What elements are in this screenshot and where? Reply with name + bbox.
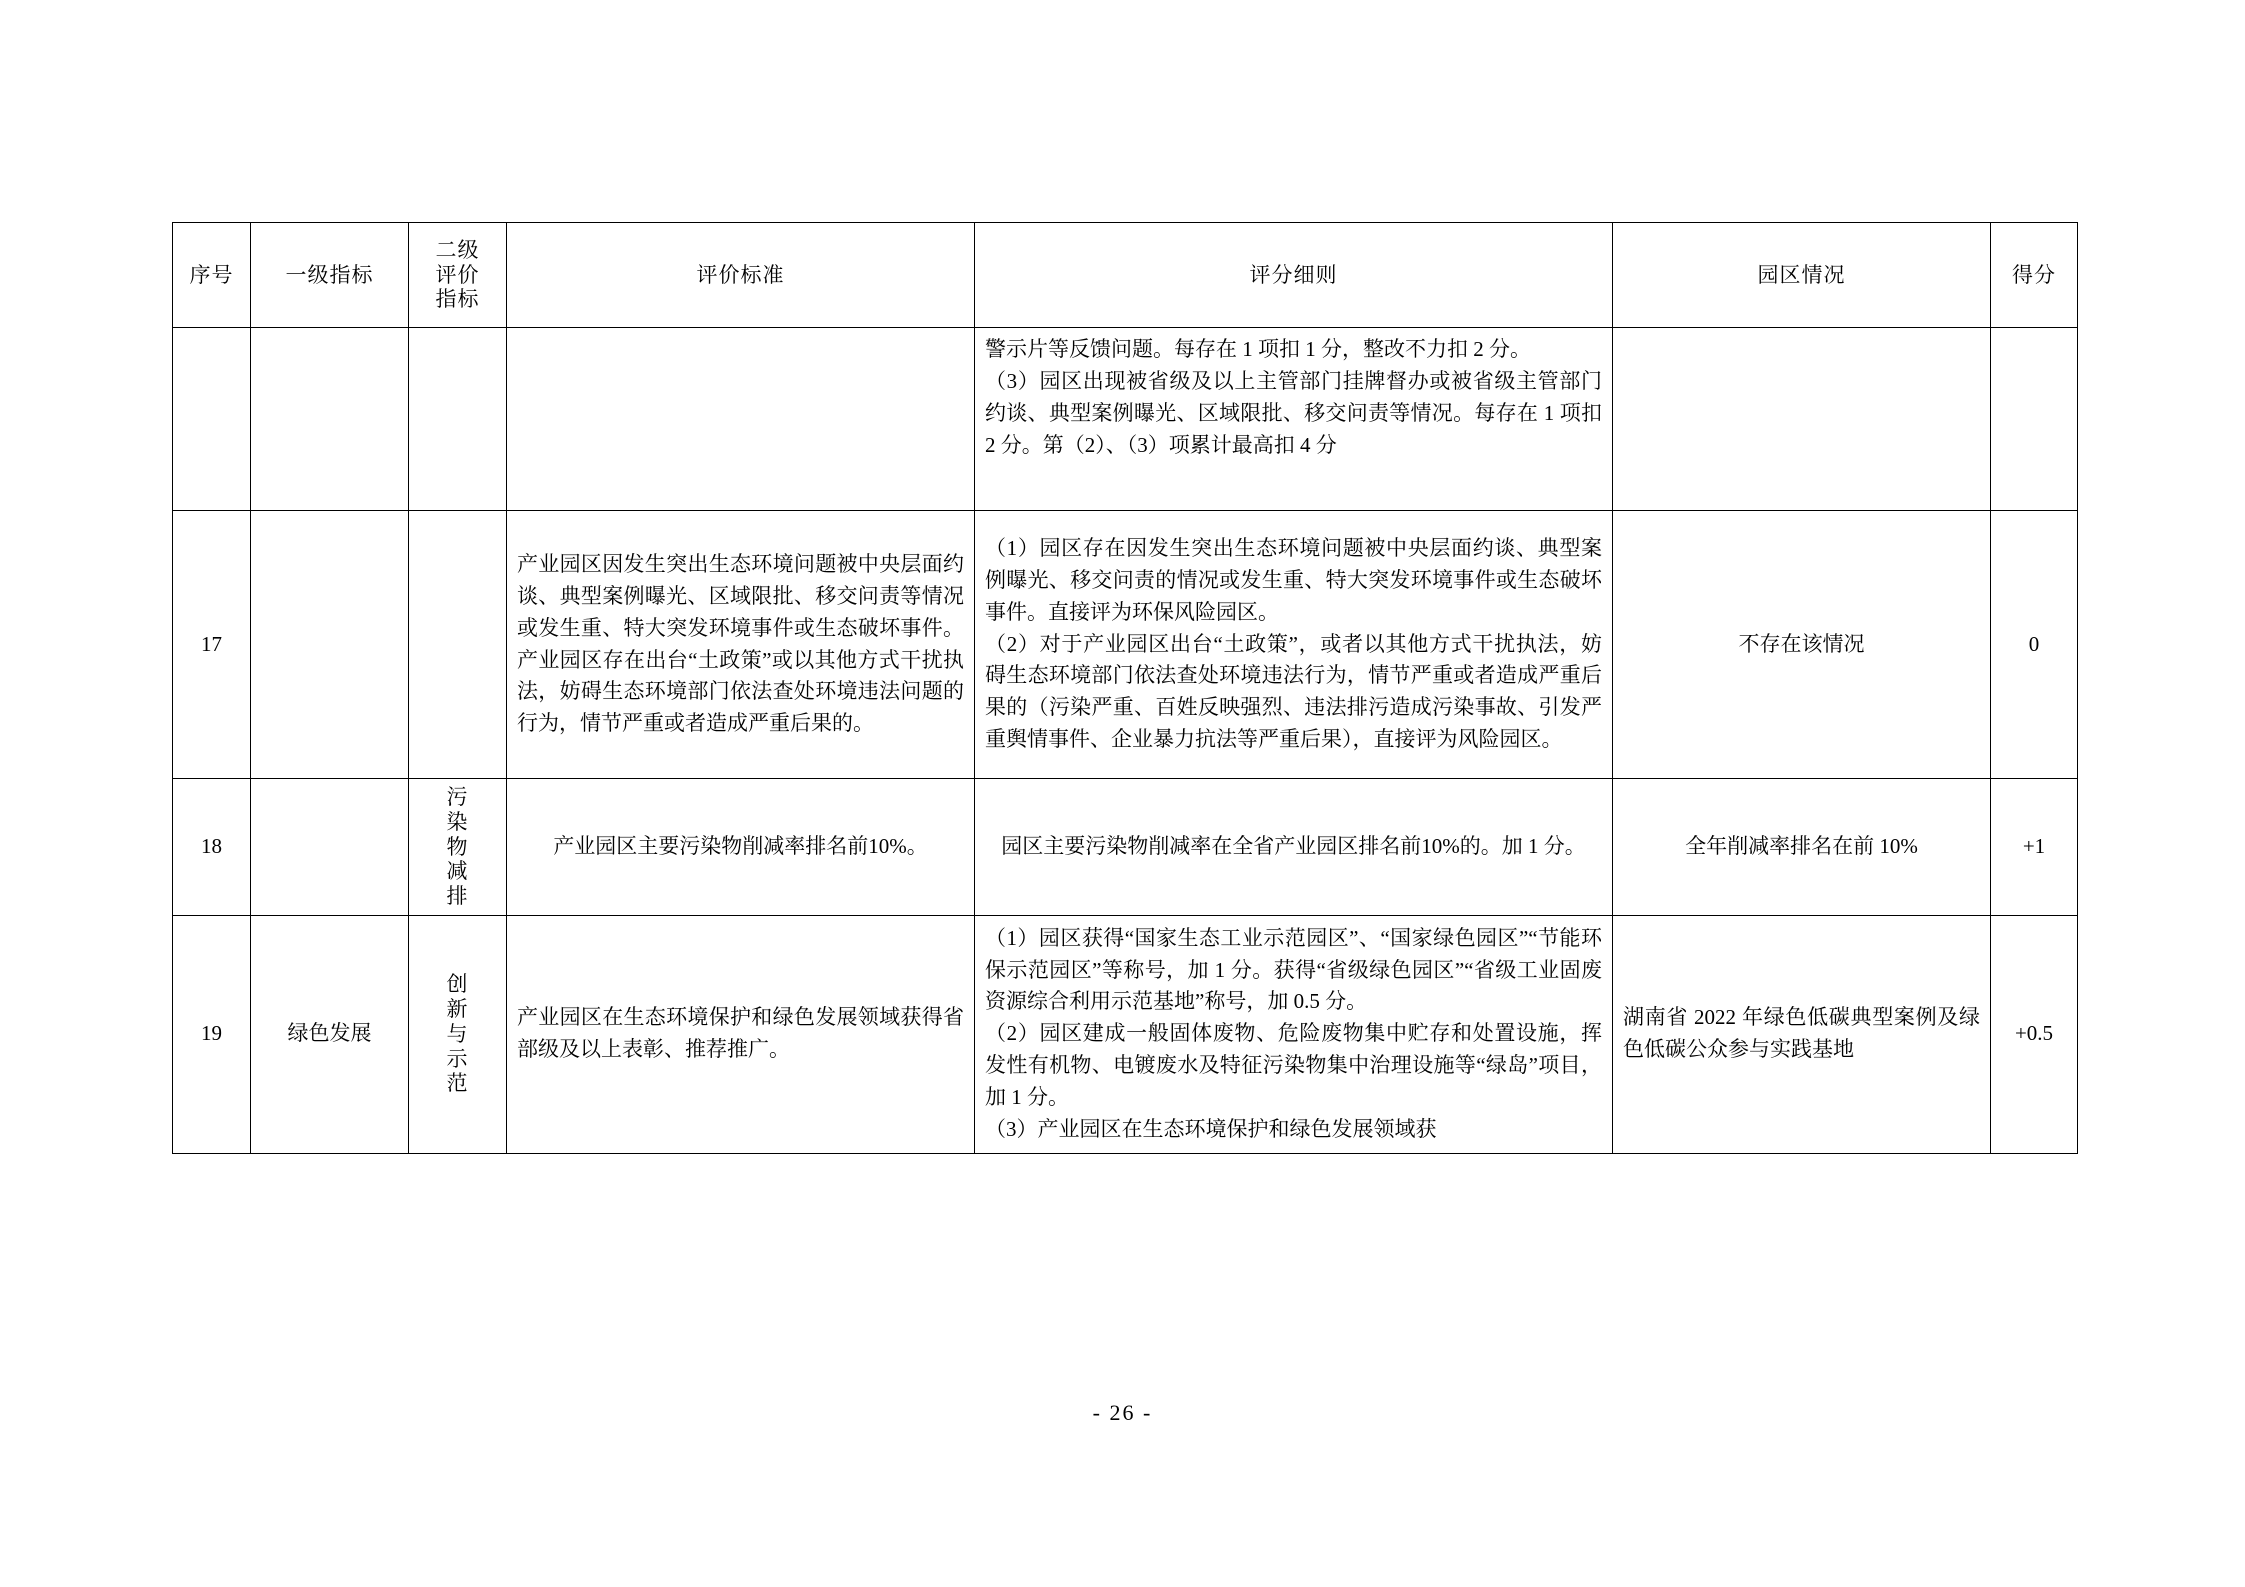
level2-line: 减 [446,859,469,884]
row-detail [975,779,1613,916]
header-level2-line-3: 指标 [435,287,480,312]
row-park: 湖南省 2022 年绿色低碳典型案例及绿色低碳公众参与实践基地 [1613,915,1991,1153]
level2-line: 污 [446,785,469,809]
evaluation-table [172,222,2078,1154]
header-park-label: 园区情况 [1757,262,1846,287]
detail-paragraph: （1）园区获得“国家生态工业示范园区”、“国家绿色园区”“节能环保示范园区”等称号，加 1 分。获得“省级绿色园区”“省级工业固废资源综合利用示范基地”称号，加 0.5 分。 [985,925,1602,1014]
header-no-label: 序号 [189,262,234,287]
header-park [1613,223,1991,328]
header-score [1991,223,2078,328]
table-row [173,511,2078,779]
row-level1 [251,779,409,916]
row-park: 全年削减率排名在前 10% [1613,779,1991,916]
detail-paragraph: （2）对于产业园区出台“土政策”，或者以其他方式干扰执法，妨碍生态环境部门依法查处环境违法行为，情节严重或者造成严重后果的（污染严重、百姓反映强烈、违法排污造成污染事故、引发严重舆情事件、企业暴力抗法等严重后果），直接评为风险园区。 [985,631,1602,752]
header-criteria-label: 评价标准 [696,262,785,287]
row-level1 [251,328,409,511]
row-level1 [251,511,409,779]
row-level2 [409,915,507,1153]
header-no [173,223,251,328]
detail-paragraph: （1）园区存在因发生突出生态环境问题被中央层面约谈、典型案例曝光、移交问责的情况或发生重、特大突发环境事件或生态破坏事件。直接评为环保风险园区。 [985,535,1602,624]
level2-line: 排 [446,884,469,909]
header-level2-line-2: 评价 [435,262,480,287]
row-no: 18 [173,779,251,916]
row-detail [975,328,1613,511]
table-header-row [173,223,2078,328]
detail-paragraph: 警示片等反馈问题。每存在 1 项扣 1 分，整改不力扣 2 分。 [985,337,1531,361]
table-row [173,779,2078,916]
row-criteria: 产业园区因发生突出生态环境问题被中央层面约谈、典型案例曝光、区域限批、移交问责等情况或发生重、特大突发环境事件或生态破坏事件。产业园区存在出台“土政策”或以其他方式干扰执法，妨碍生态环境部门依法查处环境违法问题的行为，情节严重或者造成严重后果的。 [507,511,975,779]
header-level1-label: 一级指标 [285,262,374,287]
row-no: 17 [173,511,251,779]
header-detail-label: 评分细则 [1249,262,1338,287]
level2-line: 物 [446,834,469,859]
header-level2 [409,223,507,328]
row-level2 [409,779,507,916]
detail-paragraph: （3）园区出现被省级及以上主管部门挂牌督办或被省级主管部门约谈、典型案例曝光、区域限批、移交问责等情况。每存在 1 项扣 2 分。第（2）、（3）项累计最高扣 4 分 [985,368,1602,457]
header-detail [975,223,1613,328]
header-level2-line-1: 二级 [435,237,480,262]
level2-line: 与 [446,1021,469,1046]
table-row [173,915,2078,1153]
row-criteria [507,328,975,511]
detail-paragraph: （3）产业园区在生态环境保护和绿色发展领域获 [985,1117,1437,1142]
level2-line: 新 [446,997,469,1022]
header-level1 [251,223,409,328]
row-level2 [409,511,507,779]
row-criteria: 产业园区在生态环境保护和绿色发展领域获得省部级及以上表彰、推荐推广。 [507,915,975,1153]
page-number: - 26 - [1092,1400,1153,1425]
row-score: +1 [1991,779,2078,916]
row-park [1613,328,1991,511]
level2-line: 示 [446,1046,469,1071]
row-score: 0 [1991,511,2078,779]
row-level2 [409,328,507,511]
row-score [1991,328,2078,511]
level2-line: 染 [446,809,469,834]
row-no [173,328,251,511]
detail-paragraph: 园区主要污染物削减率在全省产业园区排名前10%的。加 1 分。 [1001,833,1586,858]
table-row [173,328,2078,511]
level2-line: 范 [446,1071,469,1096]
detail-paragraph: （2）园区建成一般固体废物、危险废物集中贮存和处置设施，挥发性有机物、电镀废水及特征污染物集中治理设施等“绿岛”项目，加 1 分。 [985,1021,1602,1110]
header-criteria [507,223,975,328]
row-detail [975,511,1613,779]
row-no: 19 [173,915,251,1153]
row-criteria: 产业园区主要污染物削减率排名前10%。 [507,779,975,916]
row-park: 不存在该情况 [1613,511,1991,779]
header-score-label: 得分 [2012,262,2056,287]
row-detail [975,915,1613,1153]
row-score: +0.5 [1991,915,2078,1153]
row-level1: 绿色发展 [251,915,409,1153]
level2-line: 创 [446,972,469,997]
